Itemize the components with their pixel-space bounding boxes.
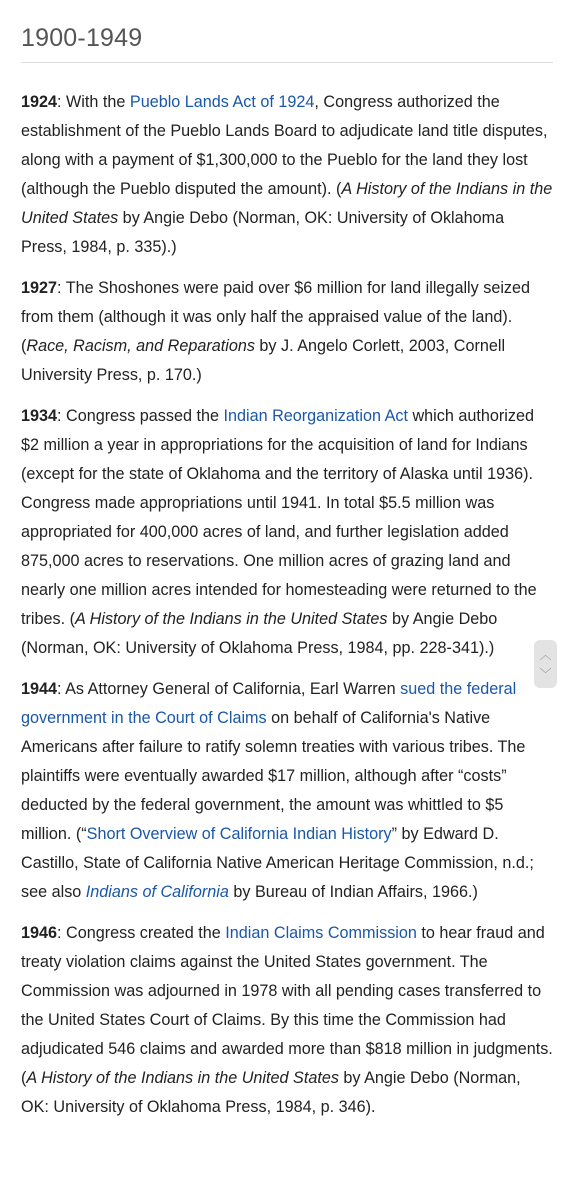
entry-text: by J. Angelo Corlett, 2003, Cornell University Press, p. 170.) xyxy=(21,337,506,384)
entry-text: by Bureau of Indian Affairs, 1966.) xyxy=(228,883,478,901)
entry-year: 1927 xyxy=(21,279,58,297)
entry-1944 xyxy=(21,675,553,907)
entry-text: , Congress authorized the establishment of the Pueblo Lands Board to adjudicate land title disputes, along with a payment of $1,300,000 to the Pueblo for the land they lost (although the Pueblo disputed the amount). ( xyxy=(21,93,548,198)
book-title: Indians of California xyxy=(85,883,229,901)
entry-year: 1944 xyxy=(21,680,58,698)
entry-text: by Angie Debo (Norman, OK: University of Oklahoma Press, 1984, pp. 228-341).) xyxy=(21,610,498,657)
book-title: Race, Racism, and Reparations xyxy=(26,337,255,355)
entry-text: : With the xyxy=(57,93,130,111)
indian-reorganization-act-link[interactable]: Indian Reorganization Act xyxy=(223,407,408,425)
entry-text: : The Shoshones were paid over $6 million for land illegally seized from them (although it was only half the appraised value of the land). ( xyxy=(21,279,531,355)
entry-text: by Angie Debo (Norman, OK: University of Oklahoma Press, 1984, p. 335).) xyxy=(21,209,505,256)
book-title: A History of the Indians in the United States xyxy=(26,1069,339,1087)
entry-text: by Angie Debo (Norman, OK: University of Oklahoma Press, 1984, p. 346). xyxy=(21,1069,521,1116)
entry-text: which authorized $2 million a year in appropriations for the acquisition of land for Indians (except for the state of Oklahoma and the territory of Alaska until 1936). Congress made appropriations until 1941. In total $5.5 million was appropriated for 400,000 acres of land, and further legislation added 875,000 acres to reservations. One million acres of grazing land and nearly one million acres intended for homesteading were returned to the tribes. ( xyxy=(21,407,537,628)
entry-text: to hear fraud and treaty violation claims against the United States government. The Commission was adjourned in 1978 with all pending cases transferred to the United States Court of Claims. By this time the Commission had adjudicated 546 claims and awarded more than $818 million in judgments. ( xyxy=(21,924,553,1087)
indians-of-california-link[interactable] xyxy=(86,883,229,901)
entry-year: 1934 xyxy=(21,407,58,425)
entry-text: on behalf of California's Native Americans after failure to ratify solemn treaties with various tribes. The plaintiffs were eventually awarded $17 million, although after “costs” deducted by the federal government, the amount was whittled to $5 million. (“ xyxy=(21,709,526,843)
indian-claims-commission-link[interactable]: Indian Claims Commission xyxy=(225,924,417,942)
entry-year: 1946 xyxy=(21,924,58,942)
book-title: A History of the Indians in the United States xyxy=(74,610,388,628)
entry-1934 xyxy=(21,402,553,663)
pueblo-lands-act-link[interactable]: Pueblo Lands Act of 1924 xyxy=(129,93,315,111)
entry-text: : As Attorney General of California, Earl Warren xyxy=(57,680,401,698)
sued-federal-government-link[interactable]: sued the federal government in the Court of Claims xyxy=(21,680,517,727)
entry-year: 1924 xyxy=(21,93,58,111)
california-indian-history-link[interactable]: Short Overview of California Indian History xyxy=(86,825,392,843)
entry-1924 xyxy=(21,88,553,262)
entry-1946 xyxy=(21,919,553,1122)
entry-text: : Congress passed the xyxy=(57,407,224,425)
book-title: A History of the Indians in the United States xyxy=(21,180,553,227)
chevron-down-icon[interactable]: ﹀ xyxy=(539,667,552,681)
scroll-widget[interactable] xyxy=(534,640,557,688)
section-heading: 1900-1949 xyxy=(21,0,553,63)
chevron-up-icon[interactable]: ︿ xyxy=(539,648,552,662)
entry-1927 xyxy=(21,274,553,390)
entry-text: ” by Edward D. Castillo, State of California Native American Heritage Commission, n.d.; see also xyxy=(21,825,534,901)
entry-text: : Congress created the xyxy=(57,924,226,942)
